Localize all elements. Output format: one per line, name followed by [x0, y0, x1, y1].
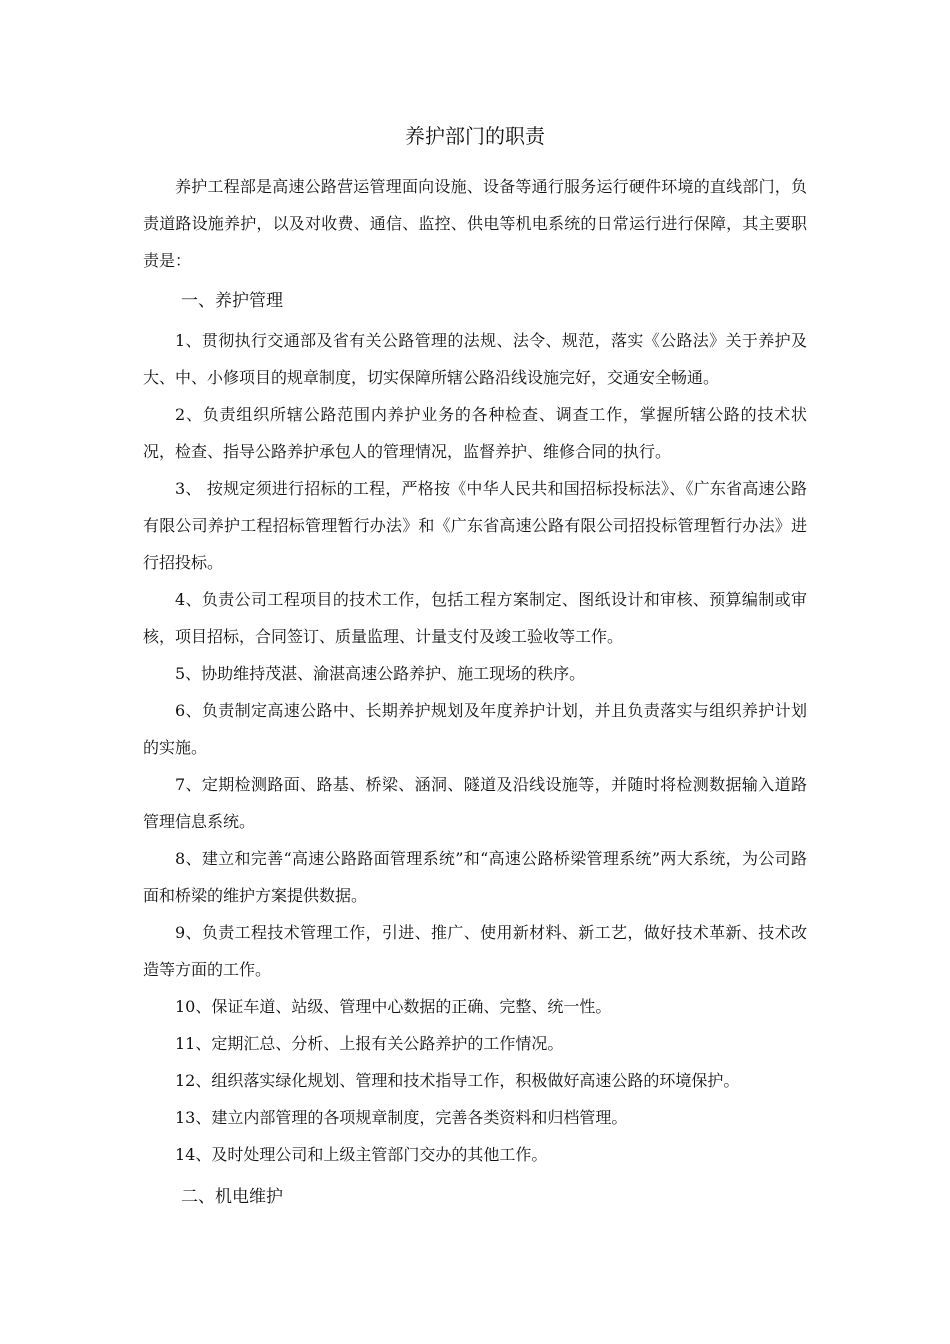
list-item: 5、协助维持茂湛、渝湛高速公路养护、施工现场的秩序。	[175, 664, 586, 683]
intro-paragraph: 养护工程部是高速公路营运管理面向设施、设备等通行服务运行硬件环境的直线部门，负责道路设施养护，以及对收费、通信、监控、供电等机电系统的日常运行进行保障，其主要职责是：	[143, 177, 807, 270]
page-title: 养护部门的职责	[405, 124, 545, 148]
list-item: 10、保证车道、站级、管理中心数据的正确、完整、统一性。	[175, 997, 612, 1016]
list-item: 1、贯彻执行交通部及省有关公路管理的法规、法令、规范，落实《公路法》关于养护及大、中、小修项目的规章制度，切实保障所辖公路沿线设施完好，交通安全畅通。	[143, 331, 807, 387]
list-item: 7、定期检测路面、路基、桥梁、涵洞、隧道及沿线设施等，并随时将检测数据输入道路管理信息系统。	[143, 775, 807, 831]
document-body	[143, 168, 807, 1216]
list-item: 4、负责公司工程项目的技术工作，包括工程方案制定、图纸设计和审核、预算编制或审核，项目招标，合同签订、质量监理、计量支付及竣工验收等工作。	[143, 590, 807, 646]
list-item: 3、 按规定须进行招标的工程，严格按《中华人民共和国招标投标法》、《广东省高速公路有限公司养护工程招标管理暂行办法》和《广东省高速公路有限公司招投标管理暂行办法》进行招投标。	[143, 479, 807, 572]
list-item: 14、及时处理公司和上级主管部门交办的其他工作。	[175, 1145, 548, 1164]
list-item: 2、负责组织所辖公路范围内养护业务的各种检查、调查工作，掌握所辖公路的技术状况，检查、指导公路养护承包人的管理情况，监督养护、维修合同的执行。	[143, 405, 807, 461]
section-heading-maintenance: 一、养护管理	[181, 291, 283, 311]
list-item: 9、负责工程技术管理工作，引进、推广、使用新材料、新工艺，做好技术革新、技术改造等方面的工作。	[143, 923, 807, 979]
list-item: 8、建立和完善“高速公路路面管理系统”和“高速公路桥梁管理系统”两大系统，为公司路面和桥梁的维护方案提供数据。	[143, 849, 807, 905]
list-item: 6、负责制定高速公路中、长期养护规划及年度养护计划，并且负责落实与组织养护计划的实施。	[143, 701, 807, 757]
list-item: 12、组织落实绿化规划、管理和技术指导工作，积极做好高速公路的环境保护。	[175, 1071, 740, 1090]
list-item: 13、建立内部管理的各项规章制度，完善各类资料和归档管理。	[175, 1108, 628, 1127]
list-item: 11、定期汇总、分析、上报有关公路养护的工作情况。	[175, 1034, 564, 1053]
section-heading-electromechanical: 二、机电维护	[181, 1187, 283, 1207]
